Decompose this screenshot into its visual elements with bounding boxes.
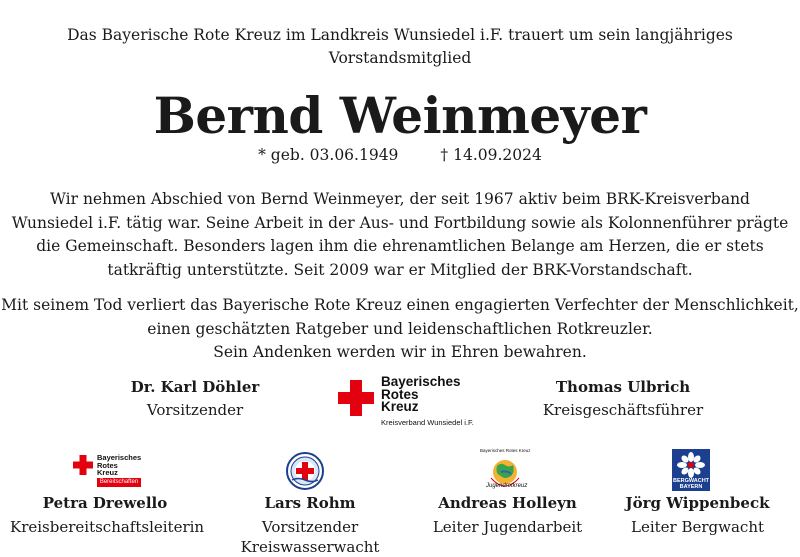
signatory-role: Kreisgeschäftsführer [542,401,704,419]
signatory-role: Vorsitzender Kreiswasserwacht [240,518,380,556]
intro-line-1: Das Bayerische Rote Kreuz im Landkreis Wunsiedel i.F. trauert um sein langjähriges [67,26,733,44]
bereitschaften-logo-line-2: Rotes [97,460,118,470]
signatory-chairman [95,377,295,420]
paragraph-line: tatkräftig unterstützte. Seit 2009 war er Mitglied der BRK-Vorstandschaft. [107,260,693,279]
edelweiss-icon [677,452,705,478]
obituary-paragraph-1 [0,188,800,282]
brk-logo-line-1: Bayerisches [381,374,461,389]
red-cross-icon [338,380,374,416]
paragraph-line: Mit seinem Tod verliert das Bayerische Rote Kreuz einen engagierten Verfechter der Menschlichkeit, [1,296,799,314]
signatory-name: Jörg Wippenbeck [625,494,770,512]
signatory-role: Leiter Bergwacht [630,518,765,536]
signatory-wasserwacht [200,493,420,557]
bereitschaften-logo-line-3: Kreuz [97,468,118,477]
signatory-role: Kreisbereitschaftsleiterin [10,518,205,536]
signatory-role: Vorsitzender [146,401,244,419]
jugendrotkreuz-logo [480,448,530,492]
birth-date: * geb. 03.06.1949 [258,146,399,164]
brk-logo-subline: Kreisverband Wunsiedel i.F. [381,418,474,427]
paragraph-line: Wir nehmen Abschied von Bernd Weinmeyer, der seit 1967 aktiv beim BRK-Kreisverband [50,190,750,208]
brk-logo-line-2: Rotes [381,386,419,402]
brk-logo [338,374,478,430]
bereitschaften-logo-line-1: Bayerisches [97,453,142,462]
signatory-role: Leiter Jugendarbeit [432,518,583,536]
bereitschaften-band: Bereitschaften [97,478,141,487]
intro-line-2: Vorstandsmitglied [328,49,472,67]
signatory-name: Dr. Karl Döhler [130,378,260,396]
intro-text [0,24,800,70]
obituary-paragraph-2 [0,294,800,365]
signatory-name: Thomas Ulbrich [555,378,691,396]
bergwacht-logo-line-2: BAYERN [679,484,703,490]
bereitschaften-logo [73,453,143,489]
paragraph-line: Wunsiedel i.F. tätig war. Seine Arbeit in der Aus- und Fortbildung sowie als Kolonnenführer prägte [11,213,789,232]
paragraph-line: einen geschätzten Ratgeber und leidenschaftlichen Rotkreuzler. [147,319,653,338]
brk-logo-line-3: Kreuz [381,399,419,414]
jugend-logo-top: Bayerisches Rotes Kreuz [480,448,531,453]
jugend-logo-arc: Jugendrotkreuz [486,483,528,489]
deceased-name: Bernd Weinmeyer [153,86,647,145]
wasserwacht-logo [286,452,324,490]
signatory-managing-director [523,377,723,420]
bergwacht-logo-line-1: BERGWACHT [672,478,710,484]
paragraph-line: die Gemeinschaft. Besonders lagen ihm die ehrenamtlichen Belange am Herzen, die er stets [36,237,764,255]
life-dates [0,145,800,165]
signatory-name: Andreas Holleyn [438,494,577,512]
signatory-name: Lars Rohm [264,494,356,512]
red-cross-icon [73,455,93,475]
signatory-name: Petra Drewello [42,494,168,512]
bergwacht-logo [672,449,710,491]
signatory-jugend [420,493,595,537]
signatory-bereitschaft [10,493,205,537]
death-date: † 14.09.2024 [440,146,542,164]
paragraph-line: Sein Andenken werden wir in Ehren bewahren. [213,343,587,361]
signatory-bergwacht [605,493,790,537]
